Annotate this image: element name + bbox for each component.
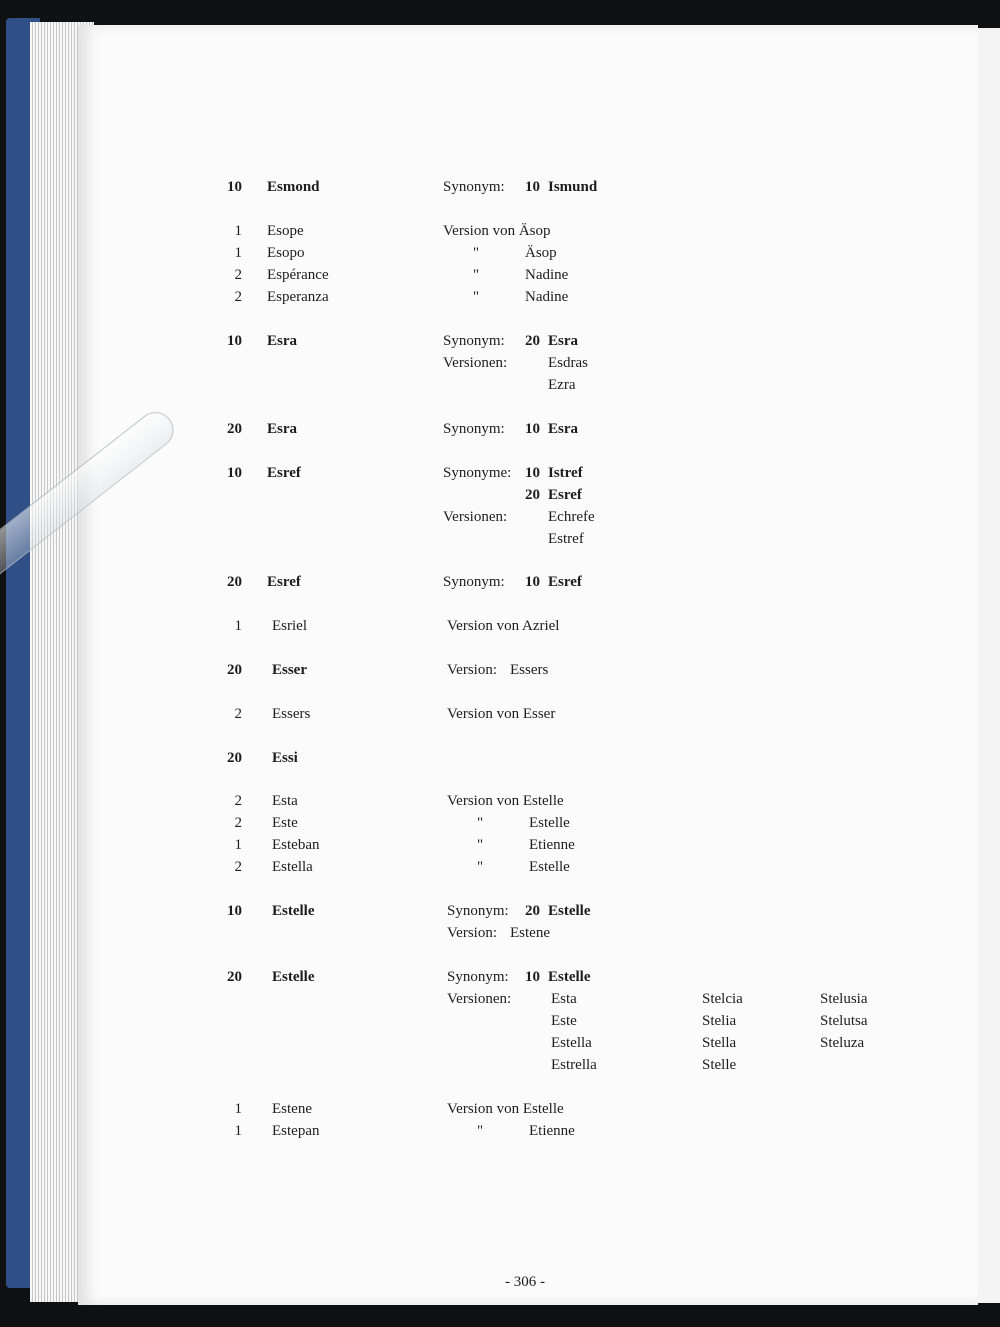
entry-label: Version von Estelle — [447, 793, 564, 809]
entry-value: Estrella — [551, 1057, 597, 1073]
entry-value: Esra — [548, 421, 578, 437]
entry-value: Estene — [510, 925, 550, 941]
synonym-number: 10 — [525, 421, 540, 437]
entry-name: Esra — [267, 421, 297, 437]
entry-label: Versionen: — [443, 509, 508, 525]
entry-value: Esref — [548, 574, 582, 590]
entry-number: 1 — [234, 837, 242, 853]
entry-name: Esteban — [272, 837, 320, 853]
entry-value: Estref — [548, 531, 584, 547]
entry-name: Espérance — [267, 267, 329, 283]
version-extra: Stella — [702, 1035, 737, 1051]
synonym-number: 20 — [525, 903, 540, 919]
entry-number: 2 — [234, 793, 242, 809]
synonym-number: 10 — [525, 465, 540, 481]
entry-number: 2 — [234, 267, 242, 283]
entry-value: Istref — [548, 465, 583, 481]
entry-label: Synonym: — [443, 333, 505, 349]
entry-name: Esref — [267, 574, 301, 590]
entry-value: Estelle — [529, 859, 570, 875]
entry-name: Esra — [267, 333, 297, 349]
entry-number: 1 — [234, 1123, 242, 1139]
entry-label: Synonym: — [447, 903, 509, 919]
entry-label: Versionen: — [443, 355, 508, 371]
entry-number: 2 — [234, 706, 242, 722]
entry-number: 10 — [227, 465, 242, 481]
version-extra: Steluza — [820, 1035, 865, 1051]
entry-label: Synonym: — [443, 574, 505, 590]
entry-value: Este — [551, 1013, 577, 1029]
entry-value: Estelle — [548, 969, 591, 985]
entry-label: Version von Azriel — [447, 618, 560, 634]
entry-number: 1 — [234, 245, 242, 261]
entry-number: 1 — [234, 223, 242, 239]
entry-value: Esdras — [548, 355, 588, 371]
entry-label: Version: — [447, 925, 497, 941]
entry-name: Estella — [272, 859, 313, 875]
entry-value: Esref — [548, 487, 582, 503]
entry-value: Etienne — [529, 1123, 575, 1139]
entry-label: Versionen: — [447, 991, 512, 1007]
entry-name: Esopo — [267, 245, 305, 261]
entry-value: Nadine — [525, 289, 569, 305]
entry-value: Estelle — [548, 903, 591, 919]
entry-name: Estelle — [272, 903, 315, 919]
entry-name: Esser — [272, 662, 307, 678]
entry-name: Esref — [267, 465, 301, 481]
entry-number: 2 — [234, 859, 242, 875]
entry-value: Nadine — [525, 267, 569, 283]
entry-name: Esriel — [272, 618, 307, 634]
entry-number: 20 — [227, 574, 242, 590]
entry-value: Estelle — [529, 815, 570, 831]
entry-label: Version von Esser — [447, 706, 556, 722]
entry-value: Ismund — [548, 179, 598, 195]
entry-number: 10 — [227, 903, 242, 919]
entry-number: 1 — [234, 1101, 242, 1117]
synonym-number: 10 — [525, 179, 540, 195]
entry-name: Estepan — [272, 1123, 320, 1139]
entry-name: Estelle — [272, 969, 315, 985]
version-extra: Stelia — [702, 1013, 737, 1029]
entry-name: Esta — [272, 793, 298, 809]
entry-name: Essi — [272, 750, 298, 766]
entry-label: Synonym: — [447, 969, 509, 985]
version-extra: Stelusia — [820, 991, 868, 1007]
entry-number: 10 — [227, 333, 242, 349]
entry-label: Version: — [447, 662, 497, 678]
entry-number: 2 — [234, 289, 242, 305]
entry-name: Estene — [272, 1101, 312, 1117]
entry-number: 20 — [227, 969, 242, 985]
entry-label: " — [477, 837, 484, 853]
version-extra: Stelutsa — [820, 1013, 868, 1029]
entry-number: 1 — [234, 618, 242, 634]
facing-page-edge — [978, 28, 1000, 1303]
entry-value: Essers — [510, 662, 549, 678]
synonym-number: 10 — [525, 574, 540, 590]
entry-label: " — [473, 245, 480, 261]
entry-value: Esta — [551, 991, 577, 1007]
entry-value: Etienne — [529, 837, 575, 853]
synonym-number: 20 — [525, 487, 540, 503]
entry-name: Essers — [272, 706, 311, 722]
entry-value: Echrefe — [548, 509, 595, 525]
entry-label: " — [473, 289, 480, 305]
entry-label: " — [477, 815, 484, 831]
entry-value: Esra — [548, 333, 578, 349]
synonym-number: 20 — [525, 333, 540, 349]
entry-value: Äsop — [525, 245, 557, 261]
entry-label: " — [477, 859, 484, 875]
entry-label: " — [477, 1123, 484, 1139]
entry-label: Version von Äsop — [443, 223, 551, 239]
entry-name: Este — [272, 815, 298, 831]
entry-number: 20 — [227, 421, 242, 437]
synonym-number: 10 — [525, 969, 540, 985]
entry-number: 20 — [227, 662, 242, 678]
entry-label: Version von Estelle — [447, 1101, 564, 1117]
page-number: - 306 - — [505, 1274, 545, 1290]
entry-value: Estella — [551, 1035, 592, 1051]
entry-name: Esperanza — [267, 289, 329, 305]
entry-label: Synonym: — [443, 179, 505, 195]
entry-name: Esmond — [267, 179, 320, 195]
entry-number: 20 — [227, 750, 242, 766]
entry-value: Ezra — [548, 377, 576, 393]
entry-label: " — [473, 267, 480, 283]
version-extra: Stelle — [702, 1057, 737, 1073]
entry-name: Esope — [267, 223, 304, 239]
entry-label: Synonyme: — [443, 465, 512, 481]
entry-number: 2 — [234, 815, 242, 831]
entry-label: Synonym: — [443, 421, 505, 437]
entry-number: 10 — [227, 179, 242, 195]
version-extra: Stelcia — [702, 991, 743, 1007]
